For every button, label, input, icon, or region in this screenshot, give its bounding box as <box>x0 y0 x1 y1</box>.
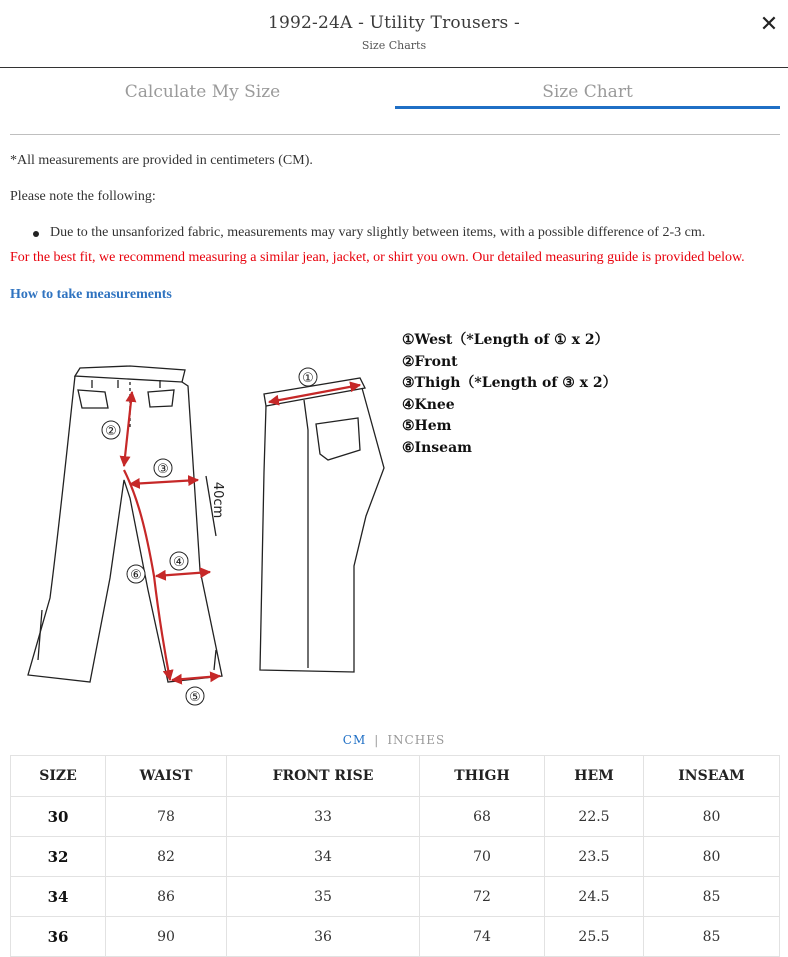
table-cell-hem: 23.5 <box>545 837 644 877</box>
table-row <box>11 797 780 837</box>
column-header-thigh: THIGH <box>420 756 545 797</box>
close-icon[interactable]: ✕ <box>759 12 779 37</box>
bullet-icon <box>33 231 39 237</box>
fit-recommendation: For the best fit, we recommend measuring a similar jean, jacket, or shirt you own. Our detailed measuring guide is provided below. <box>10 250 745 265</box>
table-cell-thigh: 70 <box>420 837 545 877</box>
column-header-front-rise: FRONT RISE <box>227 756 420 797</box>
legend-item-waist: ①West（*Length of ① x 2） <box>402 332 609 348</box>
table-cell-hem: 24.5 <box>545 877 644 917</box>
measurement-legend <box>402 330 617 460</box>
active-tab-indicator <box>395 106 780 109</box>
marker-1: ① <box>302 371 314 386</box>
table-cell-front-rise: 35 <box>227 877 420 917</box>
table-cell-thigh: 74 <box>420 917 545 957</box>
table-cell-inseam: 80 <box>644 837 780 877</box>
modal-header <box>0 0 788 68</box>
unit-note: *All measurements are provided in centimeters (CM). <box>10 153 313 168</box>
bullet-text: Due to the unsanforized fabric, measurements may vary slightly between items, with a possible difference of 2-3 cm. <box>50 225 706 240</box>
marker-5: ⑤ <box>189 690 201 705</box>
table-cell-waist: 78 <box>106 797 227 837</box>
table-cell-inseam: 85 <box>644 877 780 917</box>
page-title: 1992-24A - Utility Trousers - <box>267 13 520 33</box>
tab-size-chart[interactable]: Size Chart <box>542 82 633 102</box>
table-cell-waist: 86 <box>106 877 227 917</box>
legend-item-knee: ④Knee <box>402 396 455 413</box>
marker-6: ⑥ <box>130 568 142 583</box>
front-trouser-illustration <box>28 366 222 682</box>
tab-calculate-my-size[interactable]: Calculate My Size <box>124 82 281 102</box>
table-cell-hem: 22.5 <box>545 797 644 837</box>
table-cell-front-rise: 36 <box>227 917 420 957</box>
table-cell-size: 34 <box>11 877 106 917</box>
table-row <box>11 917 780 957</box>
unit-cm-button[interactable]: CM <box>342 733 367 747</box>
column-header-inseam: INSEAM <box>644 756 780 797</box>
column-header-hem: HEM <box>545 756 644 797</box>
legend-item-thigh: ③Thigh（*Length of ③ x 2） <box>402 375 617 392</box>
table-cell-size: 32 <box>11 837 106 877</box>
dimension-label: 40cm <box>210 481 225 519</box>
marker-2: ② <box>105 424 117 439</box>
back-trouser-illustration <box>260 378 384 672</box>
please-note-text: Please note the following: <box>10 189 156 204</box>
table-row <box>11 837 780 877</box>
unit-separator: | <box>374 733 380 747</box>
table-cell-front-rise: 33 <box>227 797 420 837</box>
table-cell-size: 30 <box>11 797 106 837</box>
table-cell-hem: 25.5 <box>545 917 644 957</box>
legend-item-inseam: ⑥Inseam <box>402 439 472 456</box>
table-header-row <box>11 756 780 797</box>
table-cell-inseam: 80 <box>644 797 780 837</box>
legend-item-front: ②Front <box>402 353 458 370</box>
trousers-measurement-diagram <box>20 330 400 720</box>
column-header-size: SIZE <box>11 756 106 797</box>
table-cell-thigh: 72 <box>420 877 545 917</box>
size-chart-table <box>10 755 780 957</box>
table-cell-waist: 90 <box>106 917 227 957</box>
measurement-lines <box>124 385 360 680</box>
unit-toggle <box>0 733 788 747</box>
table-row <box>11 877 780 917</box>
unit-inches-button[interactable]: INCHES <box>387 733 446 747</box>
how-to-measure-link[interactable]: How to take measurements <box>10 287 172 302</box>
tab-bar <box>10 68 780 135</box>
marker-4: ④ <box>173 555 185 570</box>
table-cell-thigh: 68 <box>420 797 545 837</box>
table-cell-size: 36 <box>11 917 106 957</box>
table-cell-inseam: 85 <box>644 917 780 957</box>
marker-3: ③ <box>157 462 169 477</box>
column-header-waist: WAIST <box>106 756 227 797</box>
legend-item-hem: ⑤Hem <box>402 418 452 435</box>
page-subtitle: Size Charts <box>361 39 427 52</box>
table-cell-waist: 82 <box>106 837 227 877</box>
table-cell-front-rise: 34 <box>227 837 420 877</box>
number-markers <box>102 368 317 705</box>
